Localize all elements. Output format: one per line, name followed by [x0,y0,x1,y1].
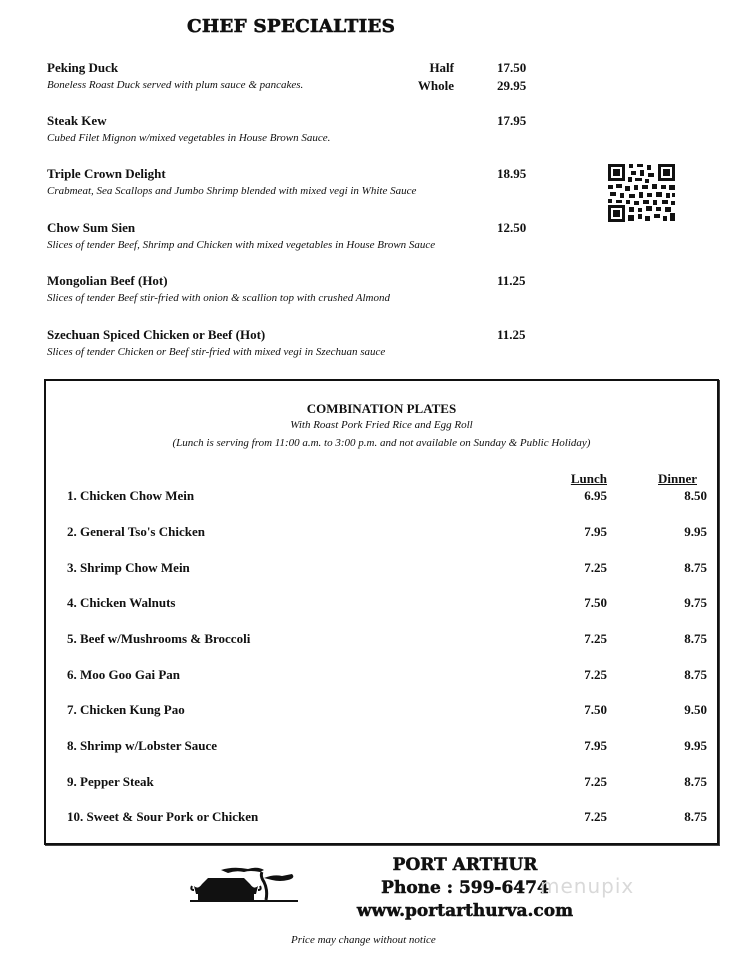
combo-lunch-price: 7.25 [584,560,607,575]
combo-dinner-price: 9.75 [684,595,707,610]
specialty-description: Crabmeat, Sea Scallops and Jumbo Shrimp blended with mixed vegi in White Sauce [47,185,417,197]
specialty-name: Mongolian Beef (Hot) [47,273,168,288]
specialty-item [47,60,567,94]
specialty-description: Cubed Filet Mignon w/mixed vegetables in House Brown Sauce. [47,132,331,144]
combo-lunch-price: 6.95 [584,488,607,503]
column-header-lunch: Lunch [570,471,607,486]
size-label-whole: Whole [417,78,454,93]
specialty-description: Slices of tender Beef, Shrimp and Chicken with mixed vegetables in House Brown Sauce [47,239,436,251]
combo-row [67,488,707,506]
combo-dinner-price: 9.95 [684,524,707,539]
specialty-name: Chow Sum Sien [47,220,136,235]
restaurant-phone[interactable]: Phone : 599-6474 [381,878,549,898]
combo-lunch-price: 7.25 [584,809,607,824]
combo-row [67,595,707,613]
combo-name: 2. General Tso's Chicken [67,524,205,539]
combo-lunch-price: 7.25 [584,667,607,682]
combo-name: 9. Pepper Steak [67,774,154,789]
combo-name: 1. Chicken Chow Mein [67,488,195,503]
specialty-description: Slices of tender Chicken or Beef stir-fried with mixed vegi in Szechuan sauce [47,346,386,358]
combo-row [67,667,707,685]
specialty-description: Slices of tender Beef stir-fried with onion & scallion top with crushed Almond [47,292,390,304]
combo-dinner-price: 8.75 [684,809,707,824]
combo-lunch-price: 7.25 [584,774,607,789]
combo-dinner-price: 8.75 [684,774,707,789]
specialty-item [47,220,567,254]
combo-name: 4. Chicken Walnuts [67,595,176,610]
specialty-name: Peking Duck [47,60,119,75]
qr-code-icon[interactable] [607,163,677,223]
combination-title: COMBINATION PLATES [306,401,457,416]
specialty-item [47,273,567,307]
combination-lunch-note: (Lunch is serving from 11:00 a.m. to 3:00 p.m. and not available on Sunday & Public Holiday) [172,437,591,449]
combo-name: 10. Sweet & Sour Pork or Chicken [67,809,259,824]
price-half: 17.50 [497,60,527,75]
specialty-name: Szechuan Spiced Chicken or Beef (Hot) [47,327,266,342]
combo-row [67,560,707,578]
price-whole: 29.95 [497,78,527,93]
specialty-description: Boneless Roast Duck served with plum sauce & pancakes. [47,79,304,91]
combo-name: 3. Shrimp Chow Mein [67,560,190,575]
size-label-half: Half [429,60,454,75]
combo-name: 8. Shrimp w/Lobster Sauce [67,738,217,753]
combo-lunch-price: 7.25 [584,631,607,646]
combo-name: 7. Chicken Kung Pao [67,702,185,717]
combo-dinner-price: 8.50 [684,488,707,503]
restaurant-name: PORT ARTHUR [392,855,538,875]
pagoda-tree-logo-icon [188,864,298,904]
combo-lunch-price: 7.50 [584,595,607,610]
specialty-name: Triple Crown Delight [47,166,166,181]
watermark: menupix [540,874,635,898]
combo-lunch-price: 7.50 [584,702,607,717]
combination-plates-box [44,379,719,845]
combo-row [67,738,707,756]
combo-row [67,809,707,827]
page-title: CHEF SPECIALTIES [187,16,396,37]
combo-row [67,702,707,720]
restaurant-website[interactable]: www.portarthurva.com [356,901,574,921]
combo-lunch-price: 7.95 [584,524,607,539]
column-header-dinner: Dinner [658,471,697,486]
combo-row [67,524,707,542]
combo-dinner-price: 8.75 [684,667,707,682]
specialty-item [47,166,567,200]
combo-dinner-price: 8.75 [684,560,707,575]
specialty-price: 17.95 [497,113,527,128]
combo-dinner-price: 9.95 [684,738,707,753]
specialty-item [47,113,567,147]
combo-name: 6. Moo Goo Gai Pan [67,667,181,682]
combo-dinner-price: 9.50 [684,702,707,717]
combo-row [67,631,707,649]
specialty-name: Steak Kew [47,113,107,128]
specialty-price: 18.95 [497,166,527,181]
specialty-price: 11.25 [497,273,526,288]
combo-row [67,774,707,792]
specialty-item [47,327,567,361]
combo-lunch-price: 7.95 [584,738,607,753]
combo-name: 5. Beef w/Mushrooms & Broccoli [67,631,251,646]
specialty-price: 12.50 [497,220,527,235]
combination-subtitle: With Roast Pork Fried Rice and Egg Roll [290,419,473,431]
price-disclaimer: Price may change without notice [291,934,436,946]
combo-dinner-price: 8.75 [684,631,707,646]
specialty-price: 11.25 [497,327,526,342]
